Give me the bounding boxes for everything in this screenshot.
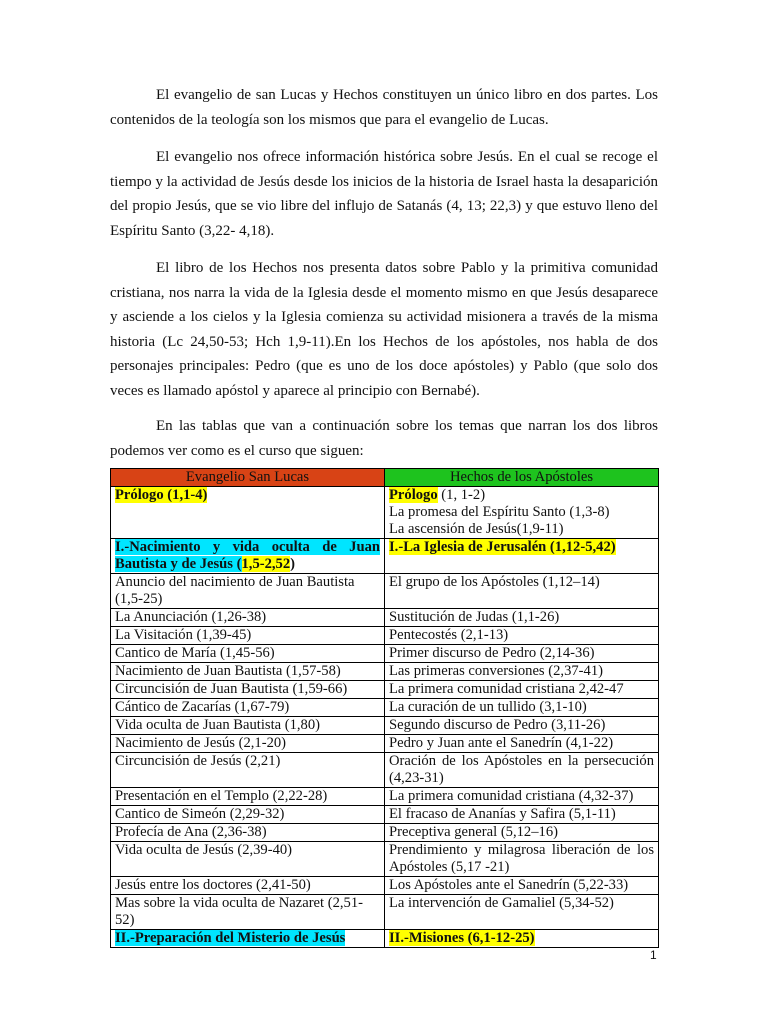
hechos-cell: Preceptiva general (5,12–16) xyxy=(385,824,659,842)
lucas-cell: Vida oculta de Jesús (2,39-40) xyxy=(111,842,385,877)
hechos-cell: La primera comunidad cristiana 2,42-47 xyxy=(385,681,659,699)
lucas-cell: Profecía de Ana (2,36-38) xyxy=(111,824,385,842)
hechos-cell: El fracaso de Ananías y Safira (5,1-11) xyxy=(385,806,659,824)
prologo-hechos-line xyxy=(389,487,654,504)
lucas-cell: Anuncio del nacimiento de Juan Bautista (1,5-25) xyxy=(111,574,385,609)
comparison-table xyxy=(110,468,659,948)
table-row xyxy=(111,735,659,753)
table-row xyxy=(111,717,659,735)
hechos-cell: La curación de un tullido (3,1-10) xyxy=(385,699,659,717)
prologo-row xyxy=(111,487,659,539)
paragraph-tablas: En las tablas que van a continuación sobre los temas que narran los dos libros podemos ver como es el curso que siguen: xyxy=(110,418,658,459)
table-row xyxy=(111,842,659,877)
lucas-cell: Cantico de María (1,45-56) xyxy=(111,645,385,663)
section1-hechos-cell xyxy=(385,539,659,574)
hechos-cell: Primer discurso de Pedro (2,14-36) xyxy=(385,645,659,663)
hechos-cell: La primera comunidad cristiana (4,32-37) xyxy=(385,788,659,806)
prologo-hechos-cell xyxy=(385,487,659,539)
section2-lucas-cell xyxy=(111,930,385,948)
table-row xyxy=(111,699,659,717)
hechos-cell: Pentecostés (2,1-13) xyxy=(385,627,659,645)
lucas-cell: Jesús entre los doctores (2,41-50) xyxy=(111,877,385,895)
hechos-cell: Las primeras conversiones (2,37-41) xyxy=(385,663,659,681)
table-row xyxy=(111,609,659,627)
hechos-cell: Los Apóstoles ante el Sanedrín (5,22-33) xyxy=(385,877,659,895)
lucas-cell: Presentación en el Templo (2,22-28) xyxy=(111,788,385,806)
table-row xyxy=(111,824,659,842)
table-row xyxy=(111,877,659,895)
table-row xyxy=(111,627,659,645)
section2-hechos: II.-Misiones (6,1-12-25) xyxy=(389,930,535,946)
header-evangelio: Evangelio San Lucas xyxy=(111,469,385,487)
page-number: 1 xyxy=(650,948,657,962)
section1-lucas-b: 1,5-2,52 xyxy=(241,556,291,572)
hechos-cell: Sustitución de Judas (1,1-26) xyxy=(385,609,659,627)
paragraph-evangelio: El evangelio nos ofrece información histórica sobre Jesús. En el cual se recoge el tiempo y la actividad de Jesús desde los inicios de la historia de Israel hasta la desaparición del propio Jesús, que se vio libre del influjo de Satanás (4, 13; 22,3) y que estuvo lleno del Espíritu Santo (3,22- 4,18). xyxy=(110,149,658,239)
hechos-cell: La intervención de Gamaliel (5,34-52) xyxy=(385,895,659,930)
hechos-cell: Pedro y Juan ante el Sanedrín (4,1-22) xyxy=(385,735,659,753)
hechos-cell: Oración de los Apóstoles en la persecución (4,23-31) xyxy=(385,753,659,788)
lucas-cell: Mas sobre la vida oculta de Nazaret (2,51-52) xyxy=(111,895,385,930)
lucas-cell: Circuncisión de Juan Bautista (1,59-66) xyxy=(111,681,385,699)
paragraph-hechos: El libro de los Hechos nos presenta datos sobre Pablo y la primitiva comunidad cristiana, nos narra la vida de la Iglesia desde el momento mismo en que Jesús desaparece y asciende a los cielos y la Iglesia comienza su actividad misionera a través de la misma historia (Lc 24,50-53; Hch 1,9-11).En los Hechos de los apóstoles, nos habla de dos personajes principales: Pedro (que es uno de los doce apóstoles) y Pablo (que solo dos veces es llamado apóstol y aparece al principio con Bernabé). xyxy=(110,260,658,399)
lucas-cell: La Anunciación (1,26-38) xyxy=(111,609,385,627)
table-row xyxy=(111,574,659,609)
table-row xyxy=(111,788,659,806)
lucas-cell: La Visitación (1,39-45) xyxy=(111,627,385,645)
prologo-lucas: Prólogo (1,1-4) xyxy=(115,487,208,503)
lucas-cell: Cantico de Simeón (2,29-32) xyxy=(111,806,385,824)
prologo-lucas-cell xyxy=(111,487,385,539)
hechos-cell: El grupo de los Apóstoles (1,12–14) xyxy=(385,574,659,609)
ascension-jesus: La ascensión de Jesús(1,9-11) xyxy=(389,521,564,537)
table-row xyxy=(111,663,659,681)
section2-hechos-cell xyxy=(385,930,659,948)
section2-row xyxy=(111,930,659,948)
lucas-cell: Nacimiento de Jesús (2,1-20) xyxy=(111,735,385,753)
table-row xyxy=(111,645,659,663)
table-row xyxy=(111,806,659,824)
section2-lucas: II.-Preparación del Misterio de Jesús xyxy=(115,930,346,946)
section1-lucas xyxy=(111,539,385,574)
lucas-cell: Cántico de Zacarías (1,67-79) xyxy=(111,699,385,717)
hechos-cell: Prendimiento y milagrosa liberación de los Apóstoles (5,17 -21) xyxy=(385,842,659,877)
paragraph-intro: El evangelio de san Lucas y Hechos constituyen un único libro en dos partes. Los contenidos de la teología son los mismos que para el evangelio de Lucas. xyxy=(110,87,658,128)
table-row xyxy=(111,681,659,699)
section1-hechos: I.-La Iglesia de Jerusalén (1,12-5,42) xyxy=(389,539,616,555)
promesa-espiritu: La promesa del Espíritu Santo (1,3-8) xyxy=(389,504,610,520)
hechos-cell: Segundo discurso de Pedro (3,11-26) xyxy=(385,717,659,735)
prologo-hechos-ref: (1, 1-2) xyxy=(437,487,486,503)
section1-lucas-c: ) xyxy=(290,556,296,572)
table-header-row xyxy=(111,469,659,487)
lucas-cell: Vida oculta de Juan Bautista (1,80) xyxy=(111,717,385,735)
lucas-cell: Circuncisión de Jesús (2,21) xyxy=(111,753,385,788)
table-row xyxy=(111,895,659,930)
header-hechos: Hechos de los Apóstoles xyxy=(385,469,659,487)
section1-lucas-a: I.-Nacimiento y vida oculta de Juan Bautista y de Jesús ( xyxy=(115,539,380,572)
section1-row xyxy=(111,539,659,574)
prologo-hechos-title: Prólogo xyxy=(389,487,438,503)
lucas-cell: Nacimiento de Juan Bautista (1,57-58) xyxy=(111,663,385,681)
table-row xyxy=(111,753,659,788)
